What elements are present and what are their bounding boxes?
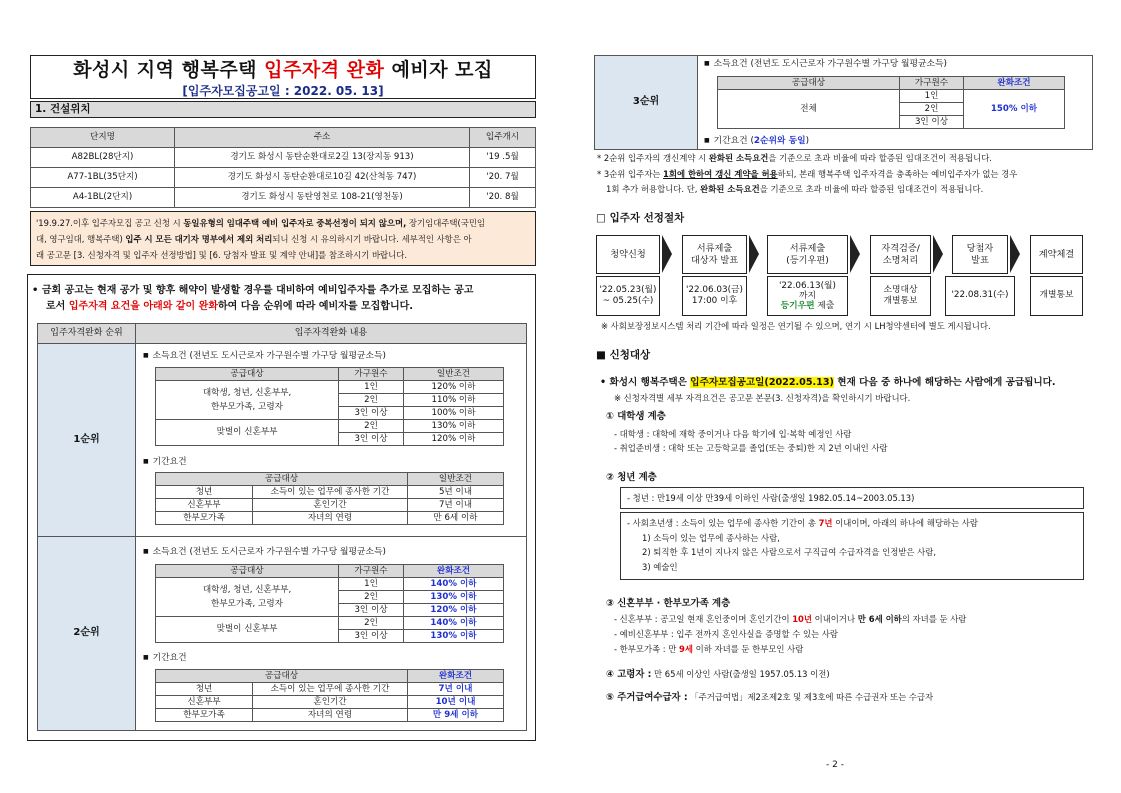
col-complex: 단지명 <box>31 128 175 148</box>
table-row: A4-1BL(2단지) 경기도 화성시 동탄영천로 108-21(영천동) '20. 8월 <box>31 188 536 208</box>
category-newlywed: ③ 신혼부부 · 한부모가족 계층 <box>606 598 731 609</box>
newlywed-text: - 신혼부부 : 공고일 현재 혼인중이며 혼인기간이 10년 이내이거나 만 6세 이하의 자녀를 둔 사람 <box>614 614 967 624</box>
rank-header-row: 입주자격완화 순위 입주자격완화 내용 <box>37 323 527 344</box>
rank3-label: 3순위 <box>632 96 660 108</box>
table-row: A82BL(28단지) 경기도 화성시 동탄순환대로2길 13(장지동 913) '19 .5월 <box>31 148 536 168</box>
step-document-notice: 서류제출 대상자 발표 <box>682 235 747 274</box>
rank1-period-label: ■ 기간요건 <box>143 457 187 468</box>
intro-text: • 금회 공고는 현재 공가 및 향후 해약이 발생할 경우를 대비하여 예비입주자를 추가로 모집하는 공고 로서 입주자격 요건을 아래와 같이 완화하여 다음 순위에 따라 예비자를 모집합니다. <box>32 285 474 312</box>
rank1-label-cell <box>37 343 136 537</box>
rank2-period-label: ■ 기간요건 <box>143 653 187 664</box>
step-winner-announce: 당첨자 발표 <box>952 235 1008 274</box>
date-document-submit: '22.06.13(월) 까지 등기우편 제출 <box>767 276 848 316</box>
category-senior: ④ 고령자 : 만 65세 이상인 사람(출생일 1957.05.13 이전) <box>606 669 830 680</box>
notice-box: '19.9.27.이후 입주자모집 공고 신청 시 동일유형의 임대주택 예비 입주자로 중복선정이 되지 않으며, 장기임대주택(국민임 대, 영구임대, 행복주택) 입주 시 모든 대기자 명부에서 제외 처리되니 신청 시 유의하시기 바랍니다. 세부적인 사항은 아 래 공고문 [3. 신청자격 및 입주자 선정방법] 및 [6. 당첨자 발표 및 계약 안내]를 참조하시기 바랍니다. <box>30 211 536 266</box>
rank2-period-table: 공급대상 완화조건 청년 소득이 있는 업무에 종사한 기간 7년 이내 신혼부부 혼인기간 10년 이내 한부모가족 자녀의 연령 만 9세 이하 <box>155 669 504 722</box>
eligibility-main: • 화성시 행복주택은 입주자모집공고일(2022.05.13) 현재 다음 중 하나에 해당하는 사람에게 공급됩니다. <box>600 377 1056 388</box>
rank3-income-table: 공급대상 가구원수 완화조건 전체 1인 150% 이하 2인 3인 이상 <box>717 76 1065 129</box>
rank1-income-table: 공급대상 가구원수 일반조건 대학생, 청년, 신혼부부, 한부모가족, 고령자 1인 120% 이하 2인 110% 이하 3인 이상 100% 이하 맞벌이 신혼부부 2인 130% 이하 3인 이상 120% 이하 <box>155 367 504 446</box>
renewal-notes: * 2순위 입주자의 갱신계약 시 완화된 소득요건을 기준으로 초과 비율에 따라 할증된 임대조건이 적용됩니다. * 3순위 입주자는 1회에 한하여 갱신 계약을 허용하되, 본래 행복주택 입주자격을 충족하는 예비입주자가 없는 경우 1회 추가 허용합니다. 단, 완화된 소득요건을 기준으로 초과 비율에 따라 할증된 임대조건이 적용됩니다. <box>597 153 1018 194</box>
category-student-a: - 대학생 : 대학에 재학 중이거나 다음 학기에 입·복학 예정인 사람 <box>614 429 852 439</box>
rank1-income-label: ■ 소득요건 (전년도 도시근로자 가구원수별 가구당 월평균소득) <box>143 351 386 362</box>
section-location-heading: 1. 건설위치 <box>30 101 536 118</box>
location-table <box>30 127 536 208</box>
date-apply: '22.05.23(월) ~ 05.25(수) <box>596 276 660 316</box>
procedure-note: ※ 사회보장정보시스템 처리 기간에 따라 일정은 연기될 수 있으며, 연기 시 LH청약센터에 별도 게시됩니다. <box>601 321 991 331</box>
youth-condition-2: 2) 퇴직한 후 1년이 지나지 않은 사람으로서 구직급여 수급자격을 인정받은 사람, <box>642 547 937 557</box>
youth-newcomer-text: - 사회초년생 : 소득이 있는 업무에 종사한 기간이 총 7년 이내이며, 아래의 하나에 해당하는 사람 <box>627 518 978 528</box>
arrow-right-icon <box>749 235 759 273</box>
title-box <box>30 55 536 99</box>
rank3-income-label: ■ 소득요건 (전년도 도시근로자 가구원수별 가구당 월평균소득) <box>704 59 947 70</box>
step-contract: 계약체결 <box>1030 235 1083 274</box>
date-contract: 개별통보 <box>1030 276 1083 316</box>
rank2-income-label: ■ 소득요건 (전년도 도시근로자 가구원수별 가구당 월평균소득) <box>143 547 386 558</box>
prenewlywed-text: - 예비신혼부부 : 입주 전까지 혼인사실을 증명할 수 있는 사람 <box>614 629 838 639</box>
table-row: A77-1BL(35단지) 경기도 화성시 동탄순환대로10길 42(산척동 747) '20. 7월 <box>31 168 536 188</box>
col-move-in: 입주개시 <box>470 128 536 148</box>
rank2-income-table: 공급대상 가구원수 완화조건 대학생, 청년, 신혼부부, 한부모가족, 고령자 1인 140% 이하 2인 130% 이하 3인 이상 120% 이하 맞벌이 신혼부부 2인 140% 이하 3인 이상 130% 이하 <box>155 564 504 643</box>
arrow-right-icon <box>933 235 943 273</box>
procedure-heading: □ 입주자 선정절차 <box>596 212 685 224</box>
youth-condition-1: 1) 소득이 있는 업무에 종사하는 사람, <box>642 533 780 543</box>
page-number: - 2 - <box>826 760 844 770</box>
step-apply: 청약신청 <box>596 235 660 274</box>
step-verification: 자격검증/ 소명처리 <box>870 235 931 274</box>
category-youth: ② 청년 계층 <box>606 472 657 483</box>
category-housing-benefit: ⑤ 주거급여수급자 : 「주거급여법」제2조제2호 및 제3호에 따른 수급권자 또는 수급자 <box>606 692 934 703</box>
date-document-notice: '22.06.03(금) 17:00 이후 <box>682 276 747 316</box>
eligibility-heading: ■ 신청대상 <box>596 349 651 361</box>
rank2-label-cell <box>37 536 136 731</box>
rank3-label-cell <box>594 55 698 150</box>
single-parent-text: - 한부모가족 : 만 9세 이하 자녀를 둔 한부모인 사람 <box>614 644 804 654</box>
youth-age-text: - 청년 : 만19세 이상 만39세 이하인 사람(출생일 1982.05.14~2003.05.13) <box>627 493 915 503</box>
rank2-label: 2순위 <box>73 627 100 639</box>
eligibility-sub: ※ 신청자격별 세부 자격요건은 공고문 본문(3. 신청자격)을 확인하시기 바랍니다. <box>614 393 911 403</box>
category-student: ① 대학생 계층 <box>606 411 666 422</box>
arrow-right-icon <box>662 235 672 273</box>
youth-condition-3: 3) 예술인 <box>642 562 678 572</box>
col-address: 주소 <box>175 128 470 148</box>
page-title: 화성시 지역 행복주택 입주자격 완화 예비자 모집 <box>73 59 493 81</box>
rank1-period-table: 공급대상 일반조건 청년 소득이 있는 업무에 종사한 기간 5년 이내 신혼부부 혼인기간 7년 이내 한부모가족 자녀의 연령 만 6세 이하 <box>155 472 504 525</box>
announcement-date: [입주자모집공고일 : 2022. 05. 13] <box>182 83 384 98</box>
rank1-label: 1순위 <box>73 433 100 445</box>
arrow-right-icon <box>850 235 860 273</box>
rank3-period-label: ■ 기간요건 (2순위와 동일) <box>704 136 809 147</box>
date-verification: 소명대상 개별통보 <box>870 276 931 316</box>
date-winner-announce: '22.08.31(수) <box>945 276 1015 316</box>
step-document-submit: 서류제출 (등기우편) <box>767 235 848 274</box>
arrow-right-icon <box>1010 235 1020 273</box>
category-student-b: - 취업준비생 : 대학 또는 고등학교를 졸업(또는 중퇴)한 지 2년 이내인 사람 <box>614 443 888 453</box>
